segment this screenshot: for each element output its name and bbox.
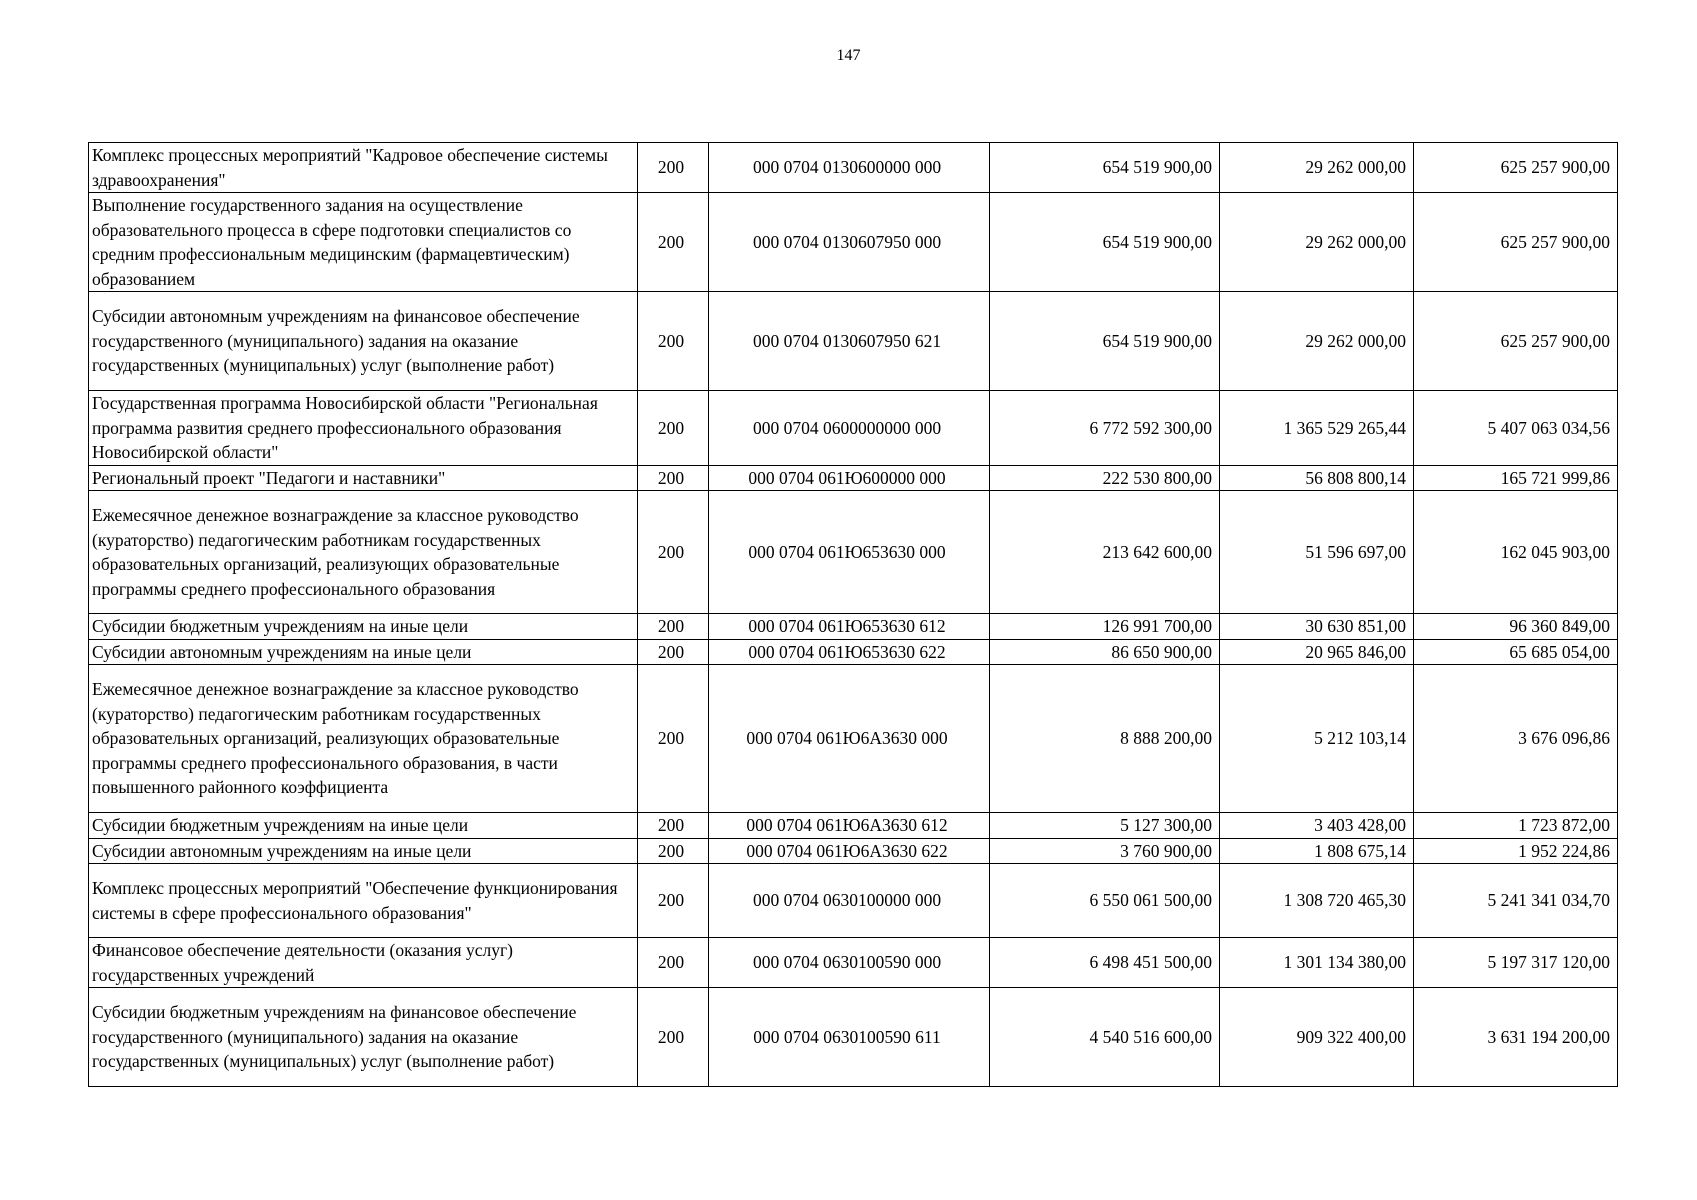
row-classification-code: 000 0704 0630100000 000 bbox=[709, 864, 990, 938]
row-unexecuted-amount: 1 952 224,86 bbox=[1414, 838, 1618, 864]
row-unexecuted-amount: 625 257 900,00 bbox=[1414, 143, 1618, 193]
table-row bbox=[89, 465, 1618, 491]
table-row bbox=[89, 491, 1618, 614]
row-name-text: Ежемесячное денежное вознаграждение за классное руководство (кураторство) педагогическим работникам государственных образовательных организаций, реализующих образовательные программы среднего профессионального образования, в части повышенного районного коэффициента bbox=[92, 679, 579, 798]
table-row bbox=[89, 193, 1618, 292]
table-row bbox=[89, 292, 1618, 391]
table-row bbox=[89, 614, 1618, 640]
row-approved-amount: 4 540 516 600,00 bbox=[990, 988, 1220, 1087]
row-line-code: 200 bbox=[638, 614, 709, 640]
row-name: Государственная программа Новосибирской области "Региональная программа развития среднего профессионального образования Новосибирской области" bbox=[89, 391, 638, 466]
row-executed-amount: 5 212 103,14 bbox=[1220, 665, 1414, 813]
row-classification-code: 000 0704 0630100590 611 bbox=[709, 988, 990, 1087]
row-name: Ежемесячное денежное вознаграждение за классное руководство (кураторство) педагогическим работникам государственных образовательных организаций, реализующих образовательные программы среднего профессионального образования bbox=[89, 491, 638, 614]
row-line-code: 200 bbox=[638, 292, 709, 391]
row-executed-amount: 29 262 000,00 bbox=[1220, 143, 1414, 193]
table-row bbox=[89, 838, 1618, 864]
row-name bbox=[89, 665, 638, 813]
row-name: Субсидии автономным учреждениям на иные цели bbox=[89, 639, 638, 665]
row-classification-code: 000 0704 0130600000 000 bbox=[709, 143, 990, 193]
table-row bbox=[89, 665, 1618, 813]
row-name: Комплекс процессных мероприятий "Обеспечение функционирования системы в сфере профессионального образования" bbox=[89, 864, 638, 938]
row-classification-code: 000 0704 0130607950 621 bbox=[709, 292, 990, 391]
row-line-code: 200 bbox=[638, 838, 709, 864]
row-approved-amount: 126 991 700,00 bbox=[990, 614, 1220, 640]
row-unexecuted-amount: 3 631 194 200,00 bbox=[1414, 988, 1618, 1087]
row-executed-amount: 56 808 800,14 bbox=[1220, 465, 1414, 491]
row-executed-amount: 1 365 529 265,44 bbox=[1220, 391, 1414, 466]
row-approved-amount: 8 888 200,00 bbox=[990, 665, 1220, 813]
row-classification-code: 000 0704 0130607950 000 bbox=[709, 193, 990, 292]
row-line-code: 200 bbox=[638, 465, 709, 491]
row-classification-code: 000 0704 061Ю653630 612 bbox=[709, 614, 990, 640]
row-classification-code: 000 0704 0630100590 000 bbox=[709, 938, 990, 988]
row-unexecuted-amount: 162 045 903,00 bbox=[1414, 491, 1618, 614]
table-row bbox=[89, 813, 1618, 839]
row-line-code: 200 bbox=[638, 143, 709, 193]
row-approved-amount: 222 530 800,00 bbox=[990, 465, 1220, 491]
table-row bbox=[89, 864, 1618, 938]
row-line-code: 200 bbox=[638, 988, 709, 1087]
row-unexecuted-amount: 65 685 054,00 bbox=[1414, 639, 1618, 665]
row-classification-code: 000 0704 0600000000 000 bbox=[709, 391, 990, 466]
row-unexecuted-amount: 625 257 900,00 bbox=[1414, 193, 1618, 292]
row-name: Региональный проект "Педагоги и наставники" bbox=[89, 465, 638, 491]
row-executed-amount: 30 630 851,00 bbox=[1220, 614, 1414, 640]
row-name: Комплекс процессных мероприятий "Кадровое обеспечение системы здравоохранения" bbox=[89, 143, 638, 193]
row-executed-amount: 1 301 134 380,00 bbox=[1220, 938, 1414, 988]
row-unexecuted-amount: 3 676 096,86 bbox=[1414, 665, 1618, 813]
table-row bbox=[89, 639, 1618, 665]
row-name: Финансовое обеспечение деятельности (оказания услуг) государственных учреждений bbox=[89, 938, 638, 988]
row-line-code: 200 bbox=[638, 391, 709, 466]
row-unexecuted-amount: 625 257 900,00 bbox=[1414, 292, 1618, 391]
row-unexecuted-amount: 5 241 341 034,70 bbox=[1414, 864, 1618, 938]
row-approved-amount: 6 498 451 500,00 bbox=[990, 938, 1220, 988]
row-executed-amount: 3 403 428,00 bbox=[1220, 813, 1414, 839]
row-classification-code: 000 0704 061Ю600000 000 bbox=[709, 465, 990, 491]
row-line-code: 200 bbox=[638, 665, 709, 813]
row-approved-amount: 6 550 061 500,00 bbox=[990, 864, 1220, 938]
row-approved-amount: 6 772 592 300,00 bbox=[990, 391, 1220, 466]
row-executed-amount: 29 262 000,00 bbox=[1220, 292, 1414, 391]
row-line-code: 200 bbox=[638, 491, 709, 614]
row-name: Субсидии бюджетным учреждениям на иные цели bbox=[89, 813, 638, 839]
row-classification-code: 000 0704 061Ю653630 622 bbox=[709, 639, 990, 665]
row-name: Субсидии автономным учреждениям на финансовое обеспечение государственного (муниципального) задания на оказание государственных (муниципальных) услуг (выполнение работ) bbox=[89, 292, 638, 391]
table-row bbox=[89, 938, 1618, 988]
row-line-code: 200 bbox=[638, 864, 709, 938]
row-classification-code: 000 0704 061Ю6А3630 622 bbox=[709, 838, 990, 864]
row-approved-amount: 3 760 900,00 bbox=[990, 838, 1220, 864]
row-unexecuted-amount: 5 407 063 034,56 bbox=[1414, 391, 1618, 466]
row-approved-amount: 654 519 900,00 bbox=[990, 292, 1220, 391]
row-executed-amount: 51 596 697,00 bbox=[1220, 491, 1414, 614]
row-approved-amount: 5 127 300,00 bbox=[990, 813, 1220, 839]
row-unexecuted-amount: 1 723 872,00 bbox=[1414, 813, 1618, 839]
row-executed-amount: 20 965 846,00 bbox=[1220, 639, 1414, 665]
table-row bbox=[89, 143, 1618, 193]
row-approved-amount: 654 519 900,00 bbox=[990, 193, 1220, 292]
row-approved-amount: 213 642 600,00 bbox=[990, 491, 1220, 614]
row-line-code: 200 bbox=[638, 193, 709, 292]
table-row bbox=[89, 988, 1618, 1087]
row-approved-amount: 654 519 900,00 bbox=[990, 143, 1220, 193]
budget-execution-table bbox=[88, 142, 1618, 1087]
row-executed-amount: 909 322 400,00 bbox=[1220, 988, 1414, 1087]
row-unexecuted-amount: 5 197 317 120,00 bbox=[1414, 938, 1618, 988]
row-unexecuted-amount: 165 721 999,86 bbox=[1414, 465, 1618, 491]
row-classification-code: 000 0704 061Ю653630 000 bbox=[709, 491, 990, 614]
table-row bbox=[89, 391, 1618, 466]
row-executed-amount: 1 808 675,14 bbox=[1220, 838, 1414, 864]
row-executed-amount: 1 308 720 465,30 bbox=[1220, 864, 1414, 938]
page-number: 147 bbox=[836, 47, 861, 64]
row-executed-amount: 29 262 000,00 bbox=[1220, 193, 1414, 292]
row-line-code: 200 bbox=[638, 938, 709, 988]
row-name: Выполнение государственного задания на осуществление образовательного процесса в сфере подготовки специалистов со средним профессиональным медицинским (фармацевтическим) образованием bbox=[89, 193, 638, 292]
row-line-code: 200 bbox=[638, 813, 709, 839]
row-unexecuted-amount: 96 360 849,00 bbox=[1414, 614, 1618, 640]
row-name: Субсидии автономным учреждениям на иные цели bbox=[89, 838, 638, 864]
row-name: Субсидии бюджетным учреждениям на иные цели bbox=[89, 614, 638, 640]
row-classification-code: 000 0704 061Ю6А3630 612 bbox=[709, 813, 990, 839]
row-line-code: 200 bbox=[638, 639, 709, 665]
row-name: Субсидии бюджетным учреждениям на финансовое обеспечение государственного (муниципального) задания на оказание государственных (муниципальных) услуг (выполнение работ) bbox=[89, 988, 638, 1087]
row-approved-amount: 86 650 900,00 bbox=[990, 639, 1220, 665]
row-classification-code: 000 0704 061Ю6А3630 000 bbox=[709, 665, 990, 813]
